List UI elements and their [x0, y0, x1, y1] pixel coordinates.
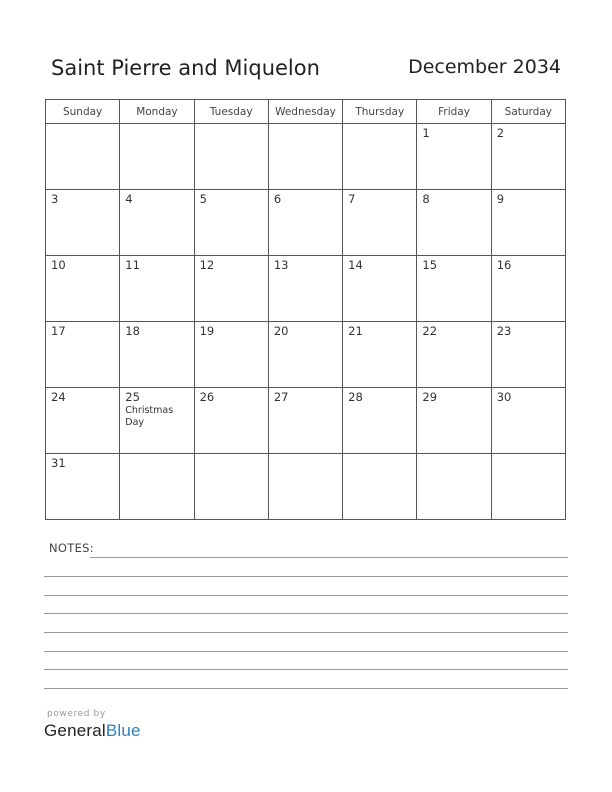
day-cell — [343, 190, 417, 256]
empty-day-cell — [46, 124, 120, 190]
empty-day-cell — [194, 124, 268, 190]
day-cell — [417, 322, 491, 388]
day-number: 18 — [125, 324, 140, 338]
day-cell — [194, 322, 268, 388]
day-number: 14 — [348, 258, 363, 272]
holiday-label: Christmas Day — [125, 405, 174, 428]
note-line — [44, 613, 568, 614]
note-line — [44, 632, 568, 633]
week-row — [46, 388, 566, 454]
day-cell — [343, 256, 417, 322]
day-cell — [194, 256, 268, 322]
calendar-title: Saint Pierre and Miquelon — [51, 56, 320, 80]
day-number: 3 — [51, 192, 59, 206]
week-row — [46, 190, 566, 256]
empty-day-cell — [268, 124, 342, 190]
day-number: 13 — [273, 258, 289, 272]
weekday-friday: Friday — [417, 100, 491, 124]
day-cell — [268, 256, 342, 322]
day-cell — [46, 256, 120, 322]
day-number: 2 — [496, 126, 505, 140]
day-number: 22 — [422, 324, 438, 338]
day-number: 27 — [273, 390, 289, 404]
weekday-tuesday: Tuesday — [194, 100, 268, 124]
note-line — [44, 688, 568, 689]
brand-general: General — [44, 721, 106, 740]
day-number: 17 — [51, 324, 66, 338]
day-cell — [268, 190, 342, 256]
day-cell — [268, 388, 342, 454]
day-number: 20 — [273, 324, 289, 338]
empty-day-cell — [194, 454, 268, 520]
note-line — [90, 557, 568, 558]
day-cell — [268, 322, 342, 388]
day-number: 1 — [422, 126, 430, 140]
empty-day-cell — [120, 124, 194, 190]
day-number: 15 — [422, 258, 438, 272]
day-cell — [46, 190, 120, 256]
day-number: 29 — [422, 390, 438, 404]
day-cell — [194, 388, 268, 454]
weekday-saturday: Saturday — [491, 100, 565, 124]
day-number: 4 — [125, 192, 133, 206]
weekday-sunday: Sunday — [46, 100, 120, 124]
day-cell — [46, 454, 120, 520]
weekday-header-row — [46, 100, 566, 124]
notes-label: NOTES: — [49, 541, 94, 555]
day-number: 21 — [348, 324, 363, 338]
day-number: 25 — [125, 390, 140, 404]
empty-day-cell — [268, 454, 342, 520]
note-line — [44, 576, 568, 577]
day-cell — [343, 322, 417, 388]
week-row — [46, 454, 566, 520]
day-number: 6 — [273, 192, 282, 206]
day-cell — [491, 256, 565, 322]
day-cell — [417, 190, 491, 256]
day-cell — [343, 388, 417, 454]
day-cell — [417, 256, 491, 322]
day-cell — [120, 190, 194, 256]
generalblue-logo[interactable] — [44, 721, 141, 741]
day-number: 19 — [199, 324, 215, 338]
day-cell — [491, 322, 565, 388]
calendar-month: December 2034 — [408, 56, 561, 78]
day-cell — [417, 388, 491, 454]
weekday-monday: Monday — [120, 100, 194, 124]
day-number: 31 — [51, 456, 66, 470]
day-number: 7 — [348, 192, 356, 206]
day-cell — [46, 388, 120, 454]
calendar-grid — [45, 99, 566, 520]
day-number: 11 — [125, 258, 140, 272]
day-number: 8 — [422, 192, 430, 206]
calendar-body — [46, 124, 566, 520]
day-number: 10 — [51, 258, 66, 272]
week-row — [46, 124, 566, 190]
day-number: 26 — [199, 390, 215, 404]
weekday-wednesday: Wednesday — [268, 100, 342, 124]
week-row — [46, 322, 566, 388]
day-number: 5 — [199, 192, 207, 206]
empty-day-cell — [343, 124, 417, 190]
day-cell — [491, 124, 565, 190]
day-number: 30 — [496, 390, 512, 404]
day-cell — [46, 322, 120, 388]
empty-day-cell — [491, 454, 565, 520]
day-number: 9 — [496, 192, 505, 206]
day-cell — [120, 256, 194, 322]
day-cell — [491, 388, 565, 454]
day-cell — [120, 388, 194, 454]
day-number: 24 — [51, 390, 66, 404]
brand-blue: Blue — [105, 721, 141, 740]
day-cell — [120, 322, 194, 388]
week-row — [46, 256, 566, 322]
weekday-thursday: Thursday — [343, 100, 417, 124]
note-line — [44, 669, 568, 670]
note-line — [44, 651, 568, 652]
day-number: 28 — [348, 390, 363, 404]
day-number: 23 — [496, 324, 512, 338]
day-number: 12 — [199, 258, 215, 272]
day-cell — [194, 190, 268, 256]
empty-day-cell — [120, 454, 194, 520]
day-cell — [417, 124, 491, 190]
day-number: 16 — [496, 258, 512, 272]
day-cell — [491, 190, 565, 256]
empty-day-cell — [343, 454, 417, 520]
powered-by-text: powered by — [47, 709, 106, 719]
empty-day-cell — [417, 454, 491, 520]
note-line — [44, 595, 568, 596]
